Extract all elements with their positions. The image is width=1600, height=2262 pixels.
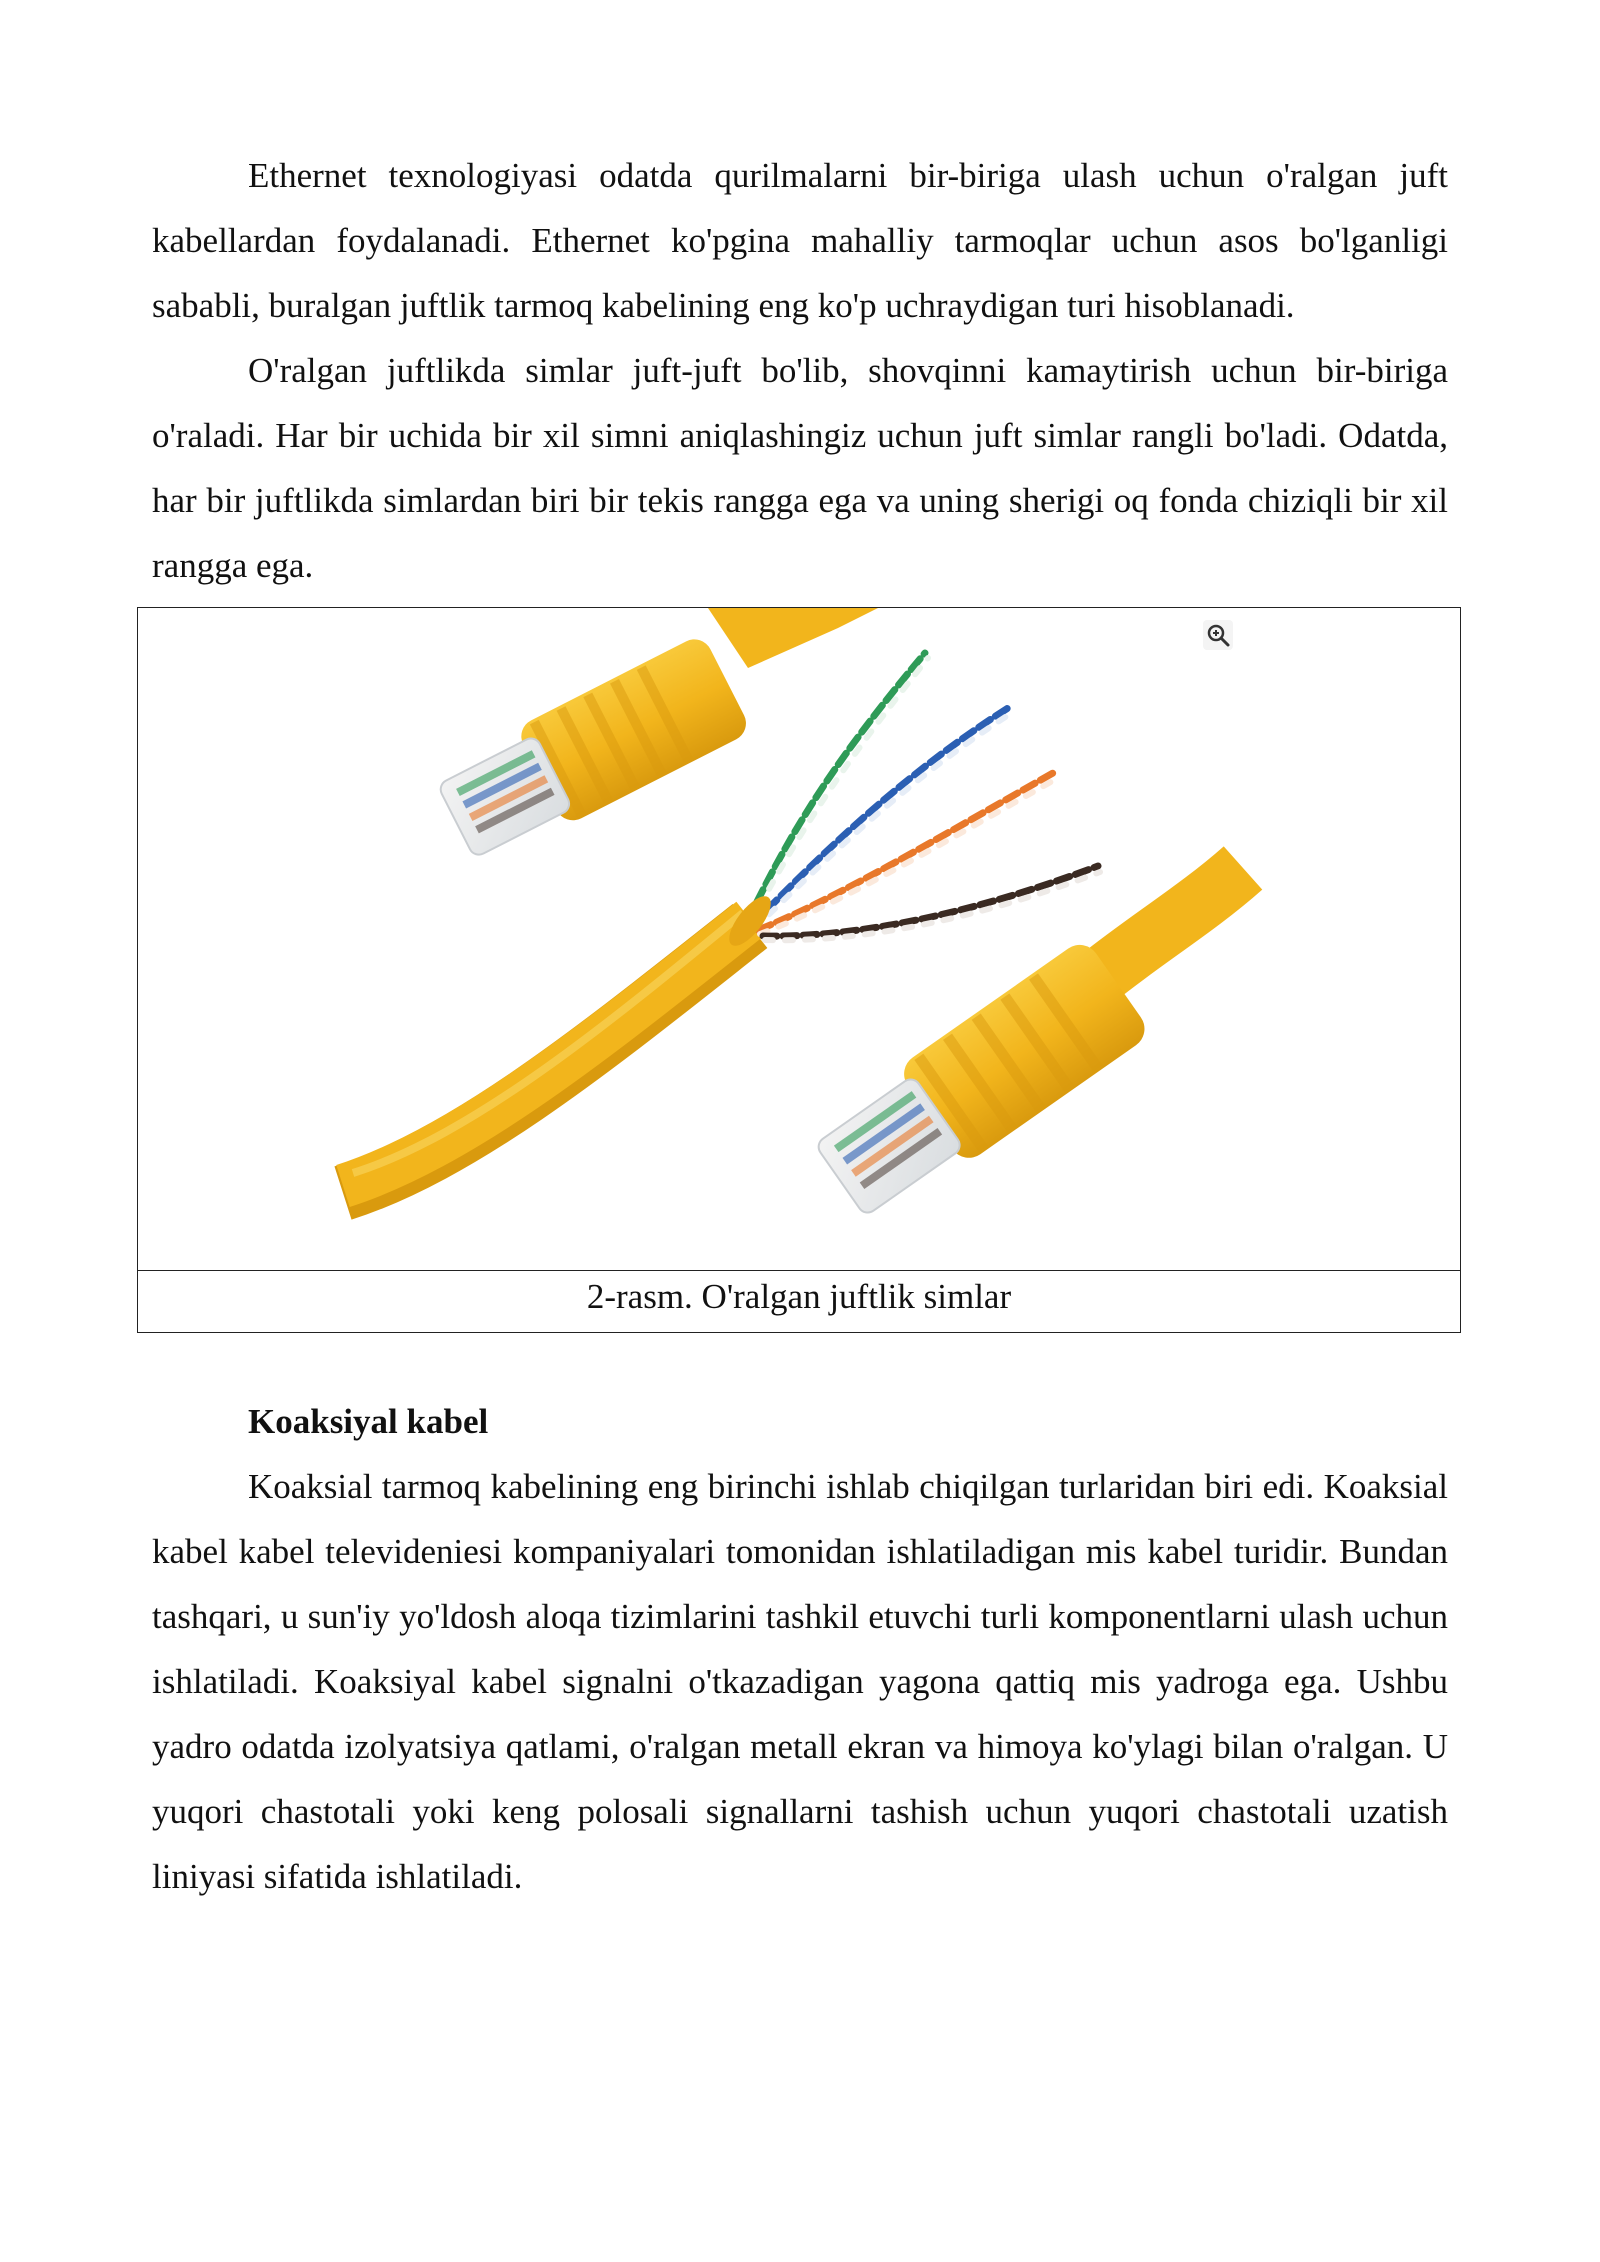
intro-text [152, 143, 1448, 598]
twisted-wires [748, 653, 1100, 940]
figure-twisted-pair [137, 607, 1461, 1333]
bottom-connector [806, 868, 1243, 1229]
magnifier-icon[interactable] [1203, 620, 1233, 650]
paragraph-coaxial: Koaksial tarmoq kabelining eng birinchi ishlab chiqilgan turlaridan biri edi. Koaksial kabel kabel televideniesi kompaniyalari tomonidan ishlatiladigan mis kabel turidir. Bundan tashqari, u sun'iy yo'ldosh aloqa tizimlarini tashkil etuvchi turli komponentlarni ulash uchun ishlatiladi. Koaksiyal kabel signalni o'tkazadigan yagona qattiq mis yadroga ega. Ushbu yadro odatda izolyatsiya qatlami, o'ralgan metall ekran va himoya ko'ylagi bilan o'ralgan. U yuqori chastotali yoki keng polosali signallarni tashish uchun yuqori chastotali uzatish liniyasi sifatida ishlatiladi. [152, 1467, 1448, 1896]
top-connector [430, 608, 878, 870]
coaxial-text [152, 1454, 1448, 1909]
section-heading: Koaksiyal kabel [248, 1402, 489, 1441]
cable-illustration [138, 608, 1459, 1269]
figure-caption: 2-rasm. O'ralgan juftlik simlar [586, 1277, 1012, 1316]
main-cable [343, 913, 750, 1193]
paragraph-ethernet: Ethernet texnologiyasi odatda qurilmalarni bir-biriga ulash uchun o'ralgan juft kabellardan foydalanadi. Ethernet ko'pgina mahalliy tarmoqlar uchun asos bo'lganligi sababli, buralgan juftlik tarmoq kabelining eng ko'p uchraydigan turi hisoblanadi. [152, 156, 1448, 325]
twisted-pair-cable-photo [138, 608, 1460, 1271]
paragraph-twisted-pair: O'ralgan juftlikda simlar juft-juft bo'lib, shovqinni kamaytirish uchun bir-biriga o'raladi. Har bir uchida bir xil simni aniqlashingiz uchun juft simlar rangli bo'ladi. Odatda, har bir juftlikda simlardan biri bir tekis rangga ega va uning sherigi oq fonda chiziqli bir xil rangga ega. [152, 351, 1448, 585]
